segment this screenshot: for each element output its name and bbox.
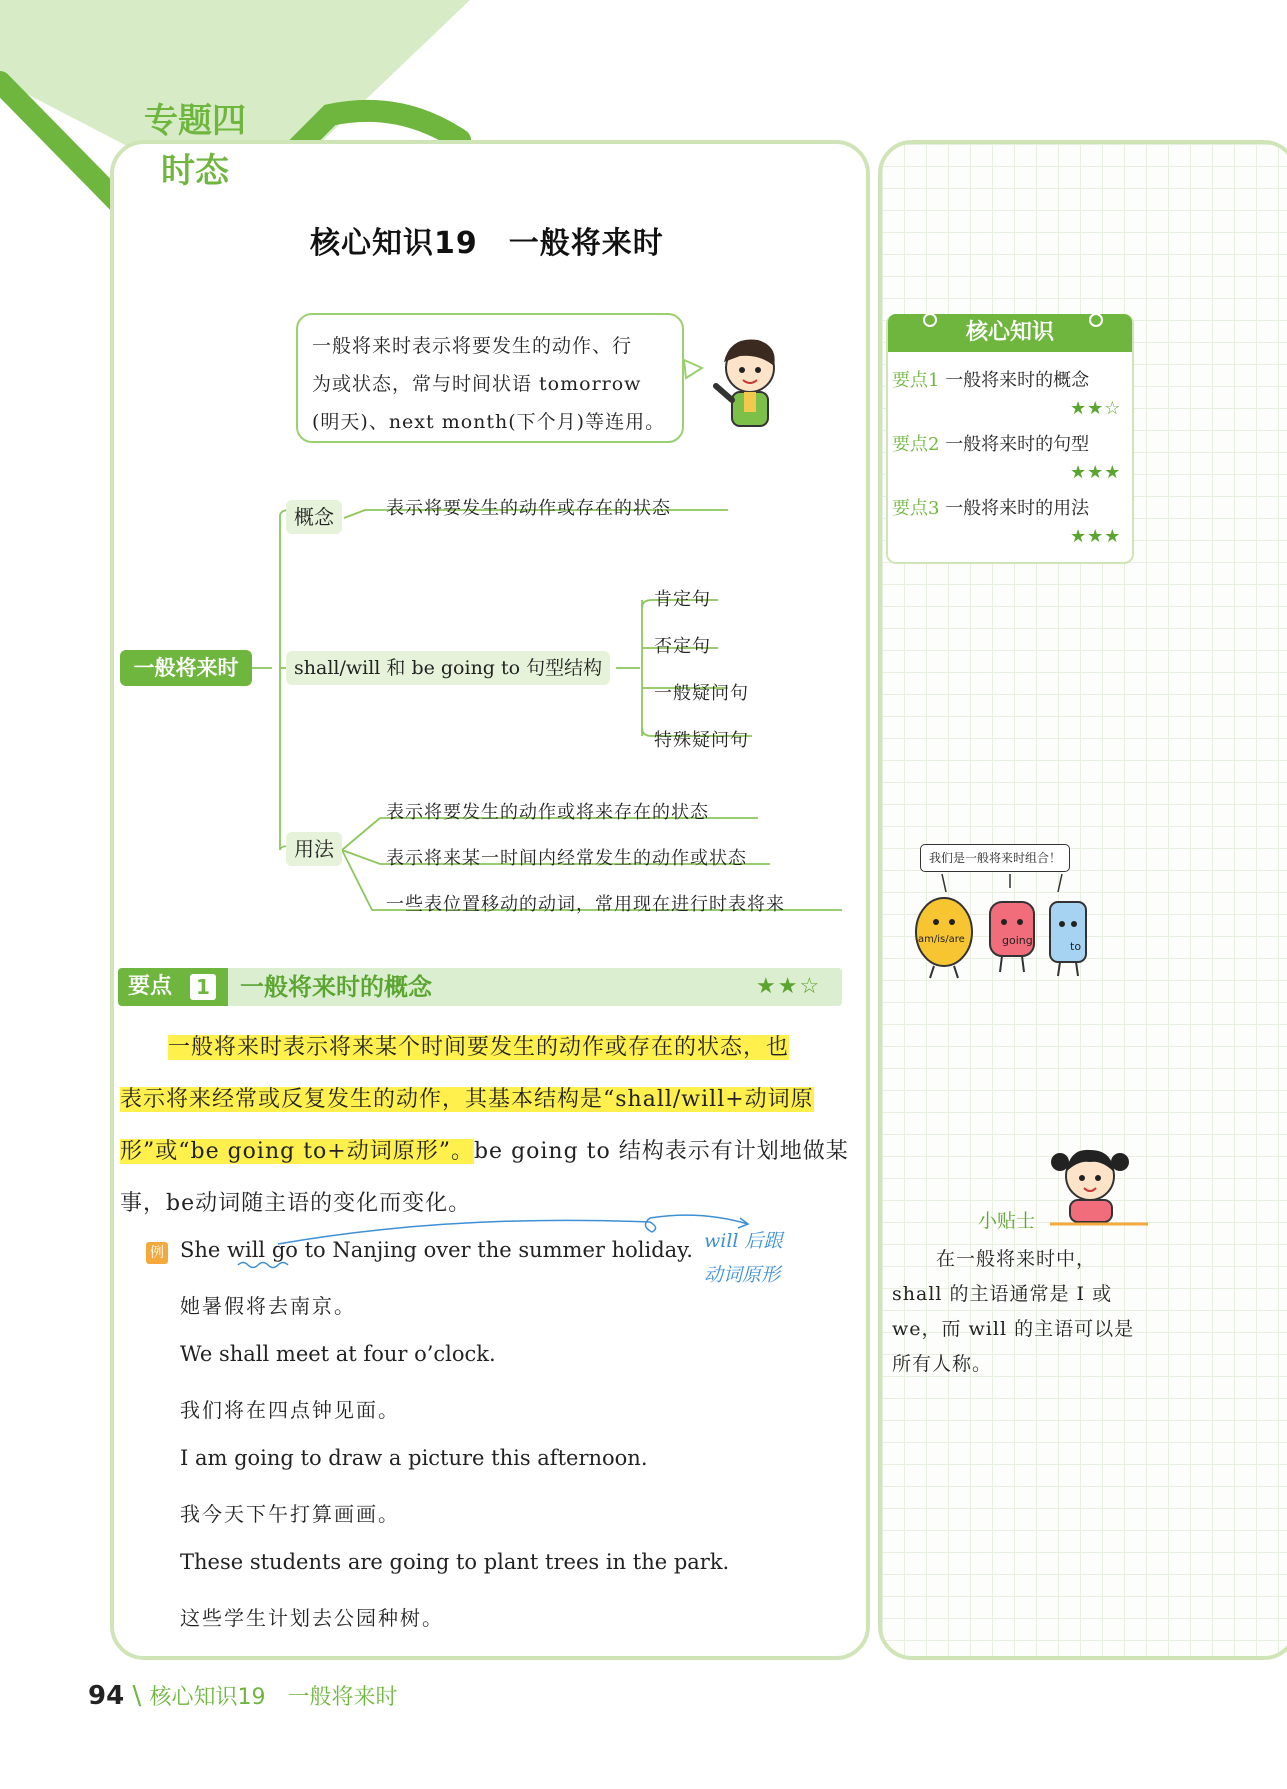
mind-map-node-usage: 用法 <box>286 832 342 866</box>
example-cn: 我们将在四点钟见面。 <box>180 1398 400 1422</box>
mind-map-root: 一般将来时 <box>120 650 252 686</box>
mind-map-leaf: 表示将要发生的动作或存在的状态 <box>386 498 671 519</box>
mind-map-leaf: 一般疑问句 <box>654 683 749 704</box>
chapter-line-1: 专题四 <box>144 101 246 141</box>
example-cn: 这些学生计划去公园种树。 <box>180 1606 444 1630</box>
example-cn: 我今天下午打算画画。 <box>180 1502 400 1526</box>
intro-line: 为或状态，常与时间状语 tomorrow <box>312 373 642 395</box>
mind-map-leaf: 特殊疑问句 <box>654 730 749 751</box>
core-item-text: 一般将来时的句型 <box>945 434 1090 455</box>
character-label: going <box>1002 934 1033 947</box>
page-number: 94 <box>88 1681 125 1711</box>
point-stars: ★★☆ <box>756 974 822 999</box>
footer-separator-icon: \ <box>132 1681 142 1711</box>
page-footer <box>88 1680 397 1711</box>
core-item-text: 一般将来时的概念 <box>945 370 1090 391</box>
intro-line: (明天)、next month(下个月)等连用。 <box>312 411 666 433</box>
mind-map-leaf: 一些表位置移动的动词，常用现在进行时表将来 <box>386 894 785 915</box>
mind-map-leaf: 表示将要发生的动作或将来存在的状态 <box>386 802 709 823</box>
mind-map-node-structure: shall/will 和 be going to 句型结构 <box>286 651 610 685</box>
tips-title: 小贴士 <box>978 1210 1036 1232</box>
paragraph-line: 事，be动词随主语的变化而变化。 <box>120 1191 472 1216</box>
core-item-stars: ★★★ <box>1070 526 1122 547</box>
paragraph-text: be going to 结构表示有计划地做某 <box>473 1139 849 1164</box>
point-number: 1 <box>190 974 216 1000</box>
example-cn: 她暑假将去南京。 <box>180 1294 356 1318</box>
mind-map-leaf: 肯定句 <box>654 589 711 610</box>
core-item-stars: ★★★ <box>1070 462 1122 483</box>
example-en: These students are going to plant trees in the park. <box>180 1550 730 1574</box>
core-item-text: 一般将来时的用法 <box>945 498 1090 519</box>
tip-line: shall 的主语通常是 I 或 <box>892 1283 1113 1305</box>
footer-text: 核心知识19 一般将来时 <box>149 1685 398 1710</box>
chapter-line-2: 时态 <box>161 151 229 191</box>
mind-map-leaf: 表示将来某一时间内经常发生的动作或状态 <box>386 848 747 869</box>
point-tag-label: 要点 <box>128 974 173 999</box>
mind-map-node-concept: 概念 <box>286 500 342 534</box>
highlighted-text: 形”或“be going to+动词原形”。 <box>120 1139 474 1164</box>
core-knowledge-title: 核心知识 <box>888 314 1132 352</box>
core-item <box>892 494 1089 520</box>
core-item-stars: ★★☆ <box>1070 398 1122 419</box>
tip-line: we，而 will 的主语可以是 <box>892 1318 1135 1340</box>
character-label: am/is/are <box>918 934 965 945</box>
core-item <box>892 366 1089 392</box>
girl-character-illustration <box>1050 1138 1150 1228</box>
tip-line: 所有人称。 <box>892 1353 993 1375</box>
annotation-note: will 后跟 <box>704 1230 783 1252</box>
highlighted-text: 表示将来经常或反复发生的动作，其基本结构是“shall/will+动词原 <box>120 1087 814 1112</box>
core-item-key: 要点2 <box>892 434 940 455</box>
character-label: to <box>1070 940 1082 953</box>
page-title: 核心知识19 一般将来时 <box>310 226 664 261</box>
example-en: She will go to Nanjing over the summer holiday. <box>180 1238 693 1262</box>
core-item-key: 要点3 <box>892 498 940 519</box>
example-badge: 例 <box>146 1242 168 1264</box>
intro-line: 一般将来时表示将要发生的动作、行 <box>312 335 633 357</box>
characters-speech-bubble: 我们是一般将来时组合！ <box>920 844 1070 872</box>
example-en: We shall meet at four o’clock. <box>180 1342 496 1366</box>
tip-line: 在一般将来时中， <box>936 1248 1097 1270</box>
core-item <box>892 430 1089 456</box>
mind-map-leaf: 否定句 <box>654 636 711 657</box>
core-item-key: 要点1 <box>892 370 940 391</box>
annotation-note: 动词原形 <box>704 1264 781 1286</box>
point-title: 一般将来时的概念 <box>240 973 432 1001</box>
highlighted-text: 一般将来时表示将来某个时间要发生的动作或存在的状态，也 <box>168 1035 790 1060</box>
tense-characters-illustration <box>910 872 1110 982</box>
binder-rings-icon <box>920 304 1120 334</box>
example-en: I am going to draw a picture this afternoon. <box>180 1446 648 1470</box>
